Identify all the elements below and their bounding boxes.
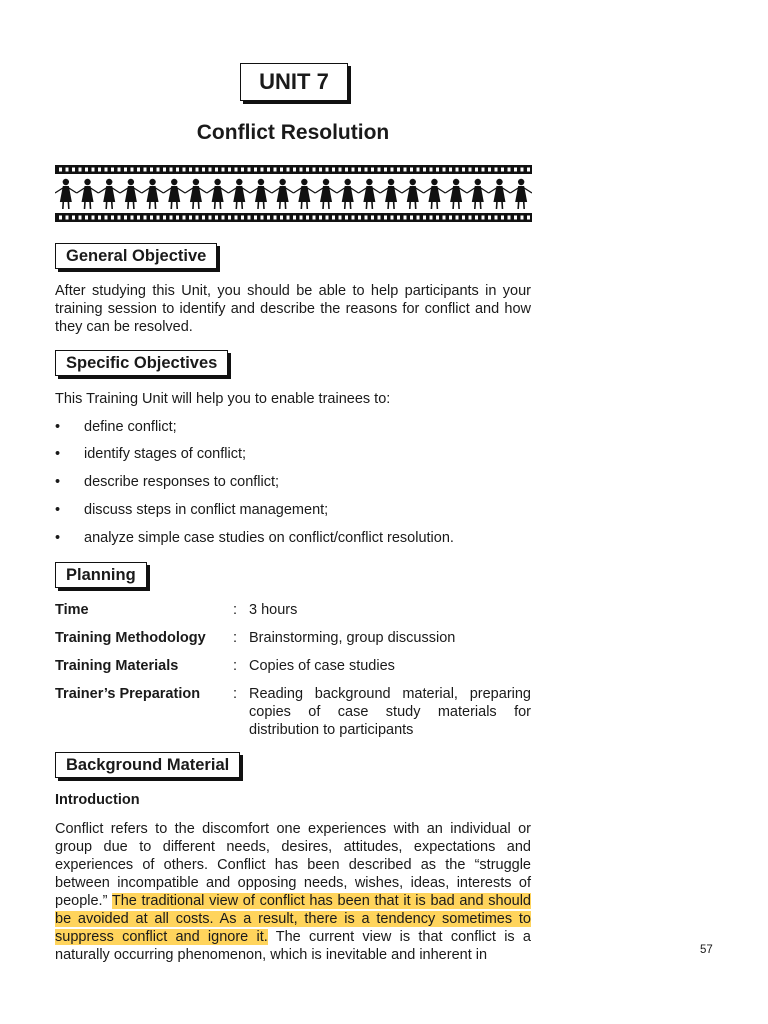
frieze-bottom-border: [55, 213, 532, 222]
person-figure-icon: [294, 179, 316, 209]
planning-colon: :: [233, 630, 238, 646]
person-figure-icon: [272, 179, 294, 209]
introduction-text: Conflict refers to the discomfort one experiences with an individual or group due to different needs, desires, attitudes, expectations and experiences of others. Conflict has been described as the “struggle between incompatible and opposing needs, wishes, ideas, interests of people.” The traditional view of conflict has been that it is bad and should be avoided at all costs. As a result, there is a tendency sometimes to suppress conflict and ignore it. The current view is that conflict is a naturally occurring phenomenon, which is inevitable and inherent in: [55, 821, 531, 963]
person-figure-icon: [55, 179, 77, 209]
unit-label-box: [240, 63, 348, 101]
person-figure-icon: [402, 179, 424, 209]
person-figure-icon: [163, 179, 185, 209]
highlighted-text: The traditional view of conflict has been that it is bad and should be avoided at all costs. As a result, there is a tendency sometimes to suppress conflict and ignore it.: [55, 893, 531, 945]
person-figure-icon: [380, 179, 402, 209]
planning-colon: :: [233, 658, 238, 674]
person-figure-icon: [489, 179, 511, 209]
planning-label: Trainer’s Preparation: [55, 686, 201, 702]
page-number: 57: [700, 944, 713, 956]
person-figure-icon: [250, 179, 272, 209]
person-figure-icon: [207, 179, 229, 209]
planning-colon: :: [233, 602, 238, 618]
specific-objectives-heading: Specific Objectives: [55, 350, 228, 376]
people-holding-hands-icon: [55, 179, 532, 209]
person-figure-icon: [315, 179, 337, 209]
general-objective-heading: General Objective: [55, 243, 217, 269]
planning-value: 3 hours: [249, 602, 298, 618]
page-title: Conflict Resolution: [196, 121, 390, 144]
bullet-icon: •: [55, 530, 61, 546]
planning-label: Time: [55, 602, 89, 618]
planning-label: Training Materials: [55, 658, 179, 674]
bullet-icon: •: [55, 502, 61, 518]
person-figure-icon: [185, 179, 207, 209]
person-figure-icon: [424, 179, 446, 209]
person-figure-icon: [120, 179, 142, 209]
person-figure-icon: [445, 179, 467, 209]
bullet-icon: •: [55, 419, 61, 435]
planning-label: Training Methodology: [55, 630, 206, 646]
introduction-subheading: Introduction: [55, 792, 140, 808]
planning-heading: Planning: [55, 562, 147, 588]
planning-colon: :: [233, 686, 238, 702]
person-figure-icon: [142, 179, 164, 209]
person-figure-icon: [98, 179, 120, 209]
person-figure-icon: [359, 179, 381, 209]
planning-value: Reading background material, preparing copies of case study materials for distribution to participants: [249, 686, 531, 738]
planning-value: Brainstorming, group discussion: [249, 630, 456, 646]
person-figure-icon: [337, 179, 359, 209]
unit-label: UNIT 7: [259, 69, 329, 94]
frieze-top-border: [55, 165, 532, 174]
general-objective-text: After studying this Unit, you should be able to help participants in your training session to identify and describe the reasons for conflict and how they can be resolved.: [55, 283, 531, 335]
planning-value: Copies of case studies: [249, 658, 395, 674]
person-figure-icon: [467, 179, 489, 209]
bullet-icon: •: [55, 474, 61, 490]
people-frieze: [55, 165, 532, 222]
person-figure-icon: [510, 179, 532, 209]
person-figure-icon: [228, 179, 250, 209]
specific-objectives-intro: This Training Unit will help you to enable trainees to:: [55, 391, 391, 407]
bullet-icon: •: [55, 446, 61, 462]
person-figure-icon: [77, 179, 99, 209]
background-material-heading: Background Material: [55, 752, 240, 778]
